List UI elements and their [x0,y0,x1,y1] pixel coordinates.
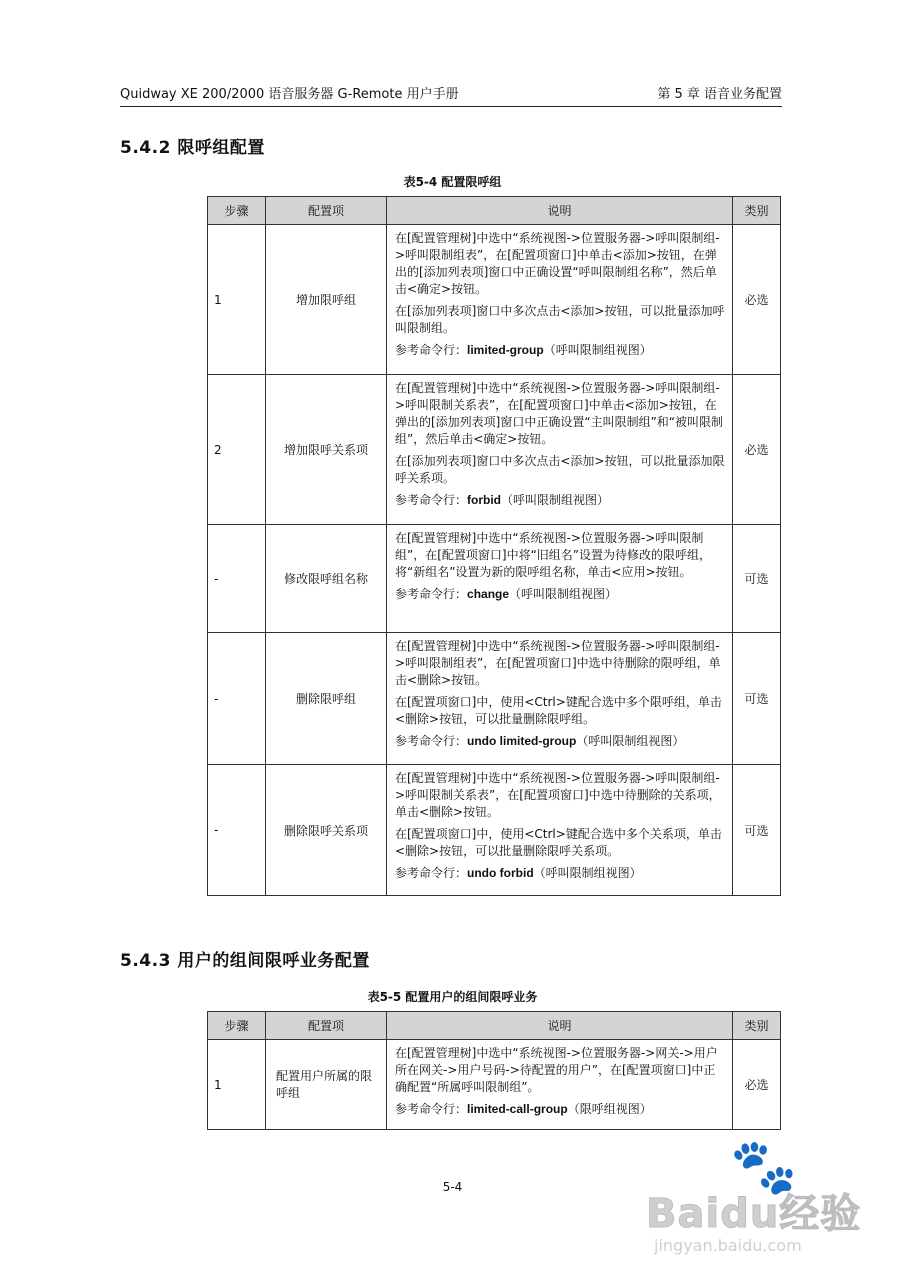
col-category: 类别 [733,1012,781,1040]
section-title-5-4-2: 5.4.2 限呼组配置 [120,138,265,158]
item-cell: 增加限呼组 [266,225,387,375]
table-row [208,375,781,525]
desc-paragraph: 在[配置项窗口]中，使用<Ctrl>键配合选中多个关系项，单击<删除>按钮，可以批量删除限呼关系项。 [395,827,722,858]
page-number: 5-4 [442,1180,463,1194]
col-desc: 说明 [387,197,733,225]
header-manual-title: Quidway XE 200/2000 语音服务器 G-Remote 用户手册 [120,87,459,102]
table-row [208,765,781,896]
item-cell: 配置用户所属的限呼组 [266,1040,387,1130]
ref-view: （限呼组视图） [567,1102,652,1116]
table-5-4 [207,196,781,896]
desc-paragraph: 在[配置管理树]中选中“系统视图->位置服务器->网关->用户所在网关->用户号码->待配置的用户”，在[配置项窗口]中正确配置“所属呼叫限制组”。 [395,1046,718,1094]
ref-label: 参考命令行： [395,1102,468,1116]
category-cell: 必选 [733,225,781,375]
desc-cell [387,525,733,633]
table-header-row [208,197,781,225]
step-cell: - [208,765,266,896]
desc-cell [387,375,733,525]
col-item: 配置项 [266,197,387,225]
category-cell: 可选 [733,633,781,765]
ref-command [395,1101,726,1118]
ref-cmd: forbid [467,493,502,507]
watermark-brand: Baidu经验 [646,1191,862,1237]
col-item: 配置项 [266,1012,387,1040]
desc-cell [387,225,733,375]
table-5-5 [207,1011,781,1130]
paw-icon: 🐾 [730,1135,798,1198]
step-cell: 1 [208,225,266,375]
ref-view: （呼叫限制组视图） [501,493,610,507]
category-cell: 可选 [733,765,781,896]
category-cell: 必选 [733,1040,781,1130]
header-chapter-title: 第 5 章 语音业务配置 [657,87,782,102]
category-cell: 可选 [733,525,781,633]
item-cell: 修改限呼组名称 [266,525,387,633]
ref-cmd: limited-call-group [467,1102,568,1116]
table-row [208,525,781,633]
col-step: 步骤 [208,197,266,225]
col-desc: 说明 [387,1012,733,1040]
desc-paragraph: 在[配置管理树]中选中“系统视图->位置服务器->呼叫限制组->呼叫限制组表”，在[配置项窗口]中选中待删除的限呼组，单击<删除>按钮。 [395,639,721,687]
desc-paragraph: 在[添加列表项]窗口中多次点击<添加>按钮，可以批量添加呼叫限制组。 [395,304,725,335]
col-step: 步骤 [208,1012,266,1040]
ref-command [395,492,726,509]
ref-cmd: undo forbid [467,866,534,880]
desc-paragraph: 在[配置项窗口]中，使用<Ctrl>键配合选中多个限呼组，单击<删除>按钮，可以批量删除限呼组。 [395,695,722,726]
step-cell: 1 [208,1040,266,1130]
item-cell: 删除限呼关系项 [266,765,387,896]
ref-label: 参考命令行： [395,493,468,507]
step-cell: - [208,525,266,633]
col-category: 类别 [733,197,781,225]
baidu-watermark [640,1135,870,1270]
watermark-url: jingyan.baidu.com [654,1236,802,1255]
step-cell: 2 [208,375,266,525]
ref-command [395,586,726,603]
ref-cmd: change [467,587,510,601]
item-cell: 删除限呼组 [266,633,387,765]
item-cell: 增加限呼关系项 [266,375,387,525]
ref-label: 参考命令行： [395,343,468,357]
table-row [208,1040,781,1130]
desc-paragraph: 在[配置管理树]中选中“系统视图->位置服务器->呼叫限制组”，在[配置项窗口]中将“旧组名”设置为待修改的限呼组，将“新组名”设置为新的限呼组名称，单击<应用>按钮。 [395,531,712,579]
ref-cmd: undo limited-group [467,734,577,748]
desc-paragraph: 在[配置管理树]中选中“系统视图->位置服务器->呼叫限制组->呼叫限制关系表”，在[配置项窗口]中单击<添加>按钮，在弹出的[添加列表项]窗口中正确设置“主叫限制组”和“被叫限制组”，然后单击<确定>按钮。 [395,381,724,446]
ref-command [395,865,726,882]
desc-cell [387,765,733,896]
ref-label: 参考命令行： [395,734,468,748]
section-title-5-4-3: 5.4.3 用户的组间限呼业务配置 [120,951,370,971]
desc-cell [387,1040,733,1130]
ref-view: （呼叫限制组视图） [576,734,685,748]
desc-paragraph: 在[配置管理树]中选中“系统视图->位置服务器->呼叫限制组->呼叫限制关系表”，在[配置项窗口]中选中待删除的关系项，单击<删除>按钮。 [395,771,721,819]
table-caption-5-5: 表5-5 配置用户的组间限呼业务 [367,990,538,1004]
desc-paragraph: 在[配置管理树]中选中“系统视图->位置服务器->呼叫限制组->呼叫限制组表”，在[配置项窗口]中单击<添加>按钮，在弹出的[添加列表项]窗口中正确设置“呼叫限制组名称”，然后单击<确定>按钮。 [395,231,720,296]
table-row [208,225,781,375]
table-row [208,633,781,765]
desc-paragraph: 在[添加列表项]窗口中多次点击<添加>按钮，可以批量添加限呼关系项。 [395,454,725,485]
ref-view: （呼叫限制组视图） [509,587,618,601]
desc-cell [387,633,733,765]
ref-cmd: limited-group [467,343,544,357]
ref-view: （呼叫限制组视图） [543,343,652,357]
ref-command [395,733,726,750]
page-header [120,86,782,107]
category-cell: 必选 [733,375,781,525]
ref-label: 参考命令行： [395,587,468,601]
ref-label: 参考命令行： [395,866,468,880]
table-header-row [208,1012,781,1040]
ref-command [395,342,726,359]
table-caption-5-4: 表5-4 配置限呼组 [403,175,502,189]
step-cell: - [208,633,266,765]
ref-view: （呼叫限制组视图） [533,866,642,880]
